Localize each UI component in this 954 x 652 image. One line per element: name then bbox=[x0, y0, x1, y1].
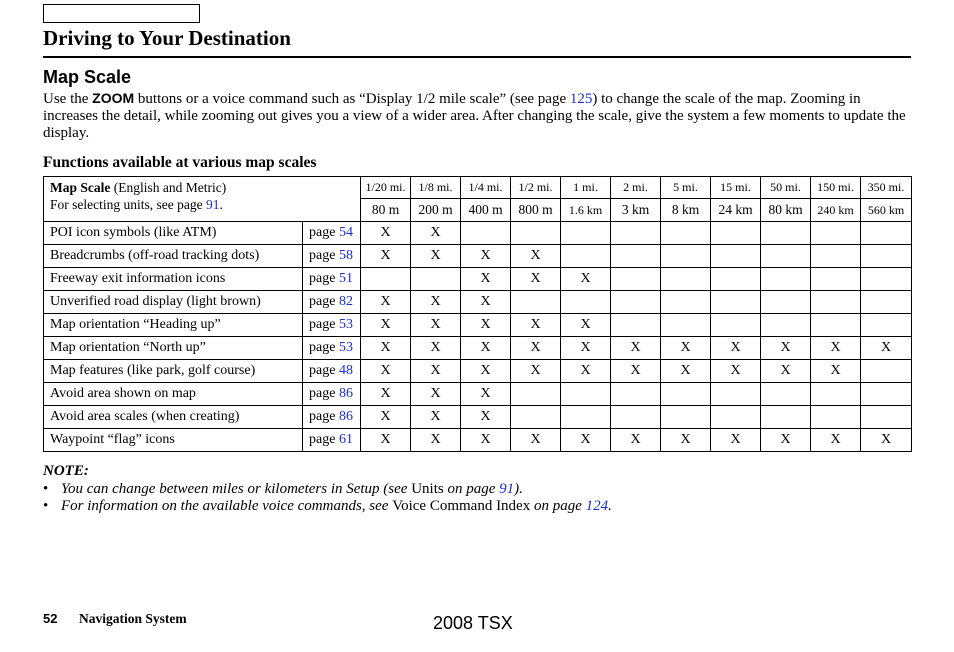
empty-cell bbox=[811, 222, 861, 245]
feature-name-cell: POI icon symbols (like ATM) bbox=[44, 222, 303, 245]
availability-mark-cell: X bbox=[861, 429, 912, 452]
empty-cell bbox=[511, 383, 561, 406]
units-reference-text: For selecting units, see page bbox=[50, 197, 206, 212]
availability-mark-cell: X bbox=[411, 360, 461, 383]
footer-page-number: 52 bbox=[43, 611, 58, 626]
empty-cell bbox=[761, 314, 811, 337]
empty-cell bbox=[661, 383, 711, 406]
feature-name-cell: Avoid area scales (when creating) bbox=[44, 406, 303, 429]
availability-mark-cell: X bbox=[511, 314, 561, 337]
empty-cell bbox=[861, 314, 912, 337]
page-reference-cell bbox=[303, 429, 361, 452]
intro-paragraph bbox=[43, 90, 913, 142]
feature-name-cell: Waypoint “flag” icons bbox=[44, 429, 303, 452]
scale-miles-cell: 15 mi. bbox=[711, 177, 761, 199]
page-link[interactable]: 54 bbox=[338, 225, 353, 240]
note-item-units bbox=[43, 481, 923, 499]
empty-cell bbox=[461, 222, 511, 245]
availability-mark-cell: X bbox=[411, 406, 461, 429]
availability-mark-cell: X bbox=[711, 337, 761, 360]
availability-mark-cell: X bbox=[511, 245, 561, 268]
empty-cell bbox=[811, 314, 861, 337]
availability-mark-cell: X bbox=[411, 337, 461, 360]
availability-mark-cell: X bbox=[361, 429, 411, 452]
empty-cell bbox=[761, 291, 811, 314]
feature-name-cell: Map orientation “North up” bbox=[44, 337, 303, 360]
note-text: ). bbox=[514, 480, 523, 497]
empty-cell bbox=[661, 406, 711, 429]
availability-mark-cell: X bbox=[511, 337, 561, 360]
feature-name-cell: Freeway exit information icons bbox=[44, 268, 303, 291]
availability-mark-cell: X bbox=[361, 337, 411, 360]
page-link[interactable]: 61 bbox=[338, 432, 353, 447]
page-link-91-note[interactable]: 91 bbox=[499, 480, 515, 497]
empty-cell bbox=[711, 291, 761, 314]
scale-km-cell: 3 km bbox=[611, 199, 661, 222]
availability-mark-cell: X bbox=[411, 429, 461, 452]
empty-cell bbox=[811, 383, 861, 406]
page-title: Driving to Your Destination bbox=[43, 26, 291, 50]
scale-km-cell: 80 km bbox=[761, 199, 811, 222]
availability-mark-cell: X bbox=[461, 245, 511, 268]
map-scale-header-subtitle: (English and Metric) bbox=[110, 180, 227, 195]
scale-miles-cell: 1/20 mi. bbox=[361, 177, 411, 199]
availability-mark-cell: X bbox=[711, 429, 761, 452]
availability-mark-cell: X bbox=[511, 360, 561, 383]
table-heading: Functions available at various map scales bbox=[43, 154, 317, 171]
note-text: on page bbox=[530, 498, 586, 514]
page-link-124[interactable]: 124 bbox=[585, 498, 609, 514]
page-prefix: page bbox=[309, 432, 339, 447]
table-row bbox=[44, 222, 912, 245]
table-row bbox=[44, 360, 912, 383]
availability-mark-cell: X bbox=[511, 268, 561, 291]
availability-mark-cell: X bbox=[661, 337, 711, 360]
empty-cell bbox=[811, 291, 861, 314]
availability-mark-cell: X bbox=[411, 245, 461, 268]
table-row bbox=[44, 429, 912, 452]
availability-mark-cell: X bbox=[361, 222, 411, 245]
empty-cell bbox=[811, 268, 861, 291]
availability-mark-cell: X bbox=[561, 268, 611, 291]
page-prefix: page bbox=[309, 248, 339, 263]
table-row bbox=[44, 406, 912, 429]
availability-mark-cell: X bbox=[811, 337, 861, 360]
page-link[interactable]: 48 bbox=[338, 363, 353, 378]
availability-mark-cell: X bbox=[411, 314, 461, 337]
empty-cell bbox=[711, 268, 761, 291]
table-row bbox=[44, 245, 912, 268]
page-prefix: page bbox=[309, 225, 339, 240]
availability-mark-cell: X bbox=[611, 429, 661, 452]
empty-cell bbox=[361, 268, 411, 291]
page-reference-cell bbox=[303, 222, 361, 245]
zoom-button-label: ZOOM bbox=[92, 90, 135, 106]
empty-cell bbox=[761, 245, 811, 268]
availability-mark-cell: X bbox=[461, 268, 511, 291]
page-reference-cell bbox=[303, 245, 361, 268]
intro-text: ) to change the scale of the map. Zooming in increases the detail, while zooming out gives you a view of a wider area. After changing the scale, give the system a few moments to update the display. bbox=[43, 91, 906, 141]
empty-cell bbox=[861, 406, 912, 429]
availability-mark-cell: X bbox=[411, 222, 461, 245]
availability-mark-cell: X bbox=[761, 337, 811, 360]
page-link[interactable]: 58 bbox=[338, 248, 353, 263]
page-reference-cell bbox=[303, 406, 361, 429]
scale-miles-cell: 1/2 mi. bbox=[511, 177, 561, 199]
availability-mark-cell: X bbox=[461, 337, 511, 360]
availability-mark-cell: X bbox=[761, 429, 811, 452]
page-link[interactable]: 53 bbox=[338, 317, 353, 332]
bullet: • bbox=[43, 480, 49, 497]
page-reference-cell bbox=[303, 360, 361, 383]
page-prefix: page bbox=[309, 386, 339, 401]
availability-mark-cell: X bbox=[461, 406, 511, 429]
scale-miles-cell: 2 mi. bbox=[611, 177, 661, 199]
page-prefix: page bbox=[309, 317, 339, 332]
scale-km-cell: 800 m bbox=[511, 199, 561, 222]
availability-mark-cell: X bbox=[461, 314, 511, 337]
availability-mark-cell: X bbox=[611, 360, 661, 383]
scale-km-cell: 1.6 km bbox=[561, 199, 611, 222]
units-reference-period: . bbox=[219, 197, 223, 212]
empty-cell bbox=[711, 245, 761, 268]
availability-mark-cell: X bbox=[811, 360, 861, 383]
empty-cell bbox=[861, 222, 912, 245]
empty-cell bbox=[611, 383, 661, 406]
empty-cell bbox=[661, 291, 711, 314]
page-prefix: page bbox=[309, 363, 339, 378]
map-scale-header-title: Map Scale bbox=[50, 180, 111, 195]
map-scale-header-cell bbox=[44, 177, 361, 222]
empty-cell bbox=[861, 245, 912, 268]
empty-cell bbox=[861, 268, 912, 291]
empty-cell bbox=[711, 406, 761, 429]
scale-miles-cell: 150 mi. bbox=[811, 177, 861, 199]
availability-mark-cell: X bbox=[361, 406, 411, 429]
page-prefix: page bbox=[309, 409, 339, 424]
empty-cell bbox=[561, 383, 611, 406]
empty-cell bbox=[511, 291, 561, 314]
page-reference-cell bbox=[303, 268, 361, 291]
page-link[interactable]: 51 bbox=[338, 271, 353, 286]
intro-text: buttons or a voice command such as “Display 1/2 mile scale” (see page bbox=[134, 91, 570, 107]
scale-miles-cell: 5 mi. bbox=[661, 177, 711, 199]
empty-cell bbox=[611, 222, 661, 245]
scale-km-cell: 24 km bbox=[711, 199, 761, 222]
availability-mark-cell: X bbox=[661, 429, 711, 452]
availability-mark-cell: X bbox=[461, 291, 511, 314]
intro-text: Use the bbox=[43, 91, 93, 107]
map-scale-table bbox=[43, 176, 912, 452]
empty-cell bbox=[711, 222, 761, 245]
availability-mark-cell: X bbox=[411, 383, 461, 406]
empty-cell bbox=[611, 406, 661, 429]
empty-cell bbox=[761, 268, 811, 291]
empty-cell bbox=[511, 406, 561, 429]
note-text: For information on the available voice commands, see bbox=[61, 498, 393, 514]
empty-cell bbox=[611, 245, 661, 268]
empty-cell bbox=[811, 245, 861, 268]
scale-miles-cell: 350 mi. bbox=[861, 177, 912, 199]
note-voice-index-term: Voice Command Index bbox=[392, 498, 531, 514]
note-block bbox=[43, 463, 923, 516]
miles-header-row bbox=[44, 177, 912, 199]
scale-miles-cell: 1/8 mi. bbox=[411, 177, 461, 199]
empty-cell bbox=[561, 222, 611, 245]
availability-mark-cell: X bbox=[411, 291, 461, 314]
feature-name-cell: Map orientation “Heading up” bbox=[44, 314, 303, 337]
page-prefix: page bbox=[309, 340, 339, 355]
empty-cell bbox=[711, 314, 761, 337]
empty-cell bbox=[761, 383, 811, 406]
scale-miles-cell: 1 mi. bbox=[561, 177, 611, 199]
empty-cell bbox=[661, 268, 711, 291]
scale-km-cell: 560 km bbox=[861, 199, 912, 222]
feature-name-cell: Unverified road display (light brown) bbox=[44, 291, 303, 314]
empty-cell bbox=[561, 291, 611, 314]
page-reference-cell bbox=[303, 383, 361, 406]
availability-mark-cell: X bbox=[561, 360, 611, 383]
empty-cell bbox=[561, 245, 611, 268]
empty-cell bbox=[661, 314, 711, 337]
header-tab-box bbox=[43, 4, 200, 23]
empty-cell bbox=[411, 268, 461, 291]
empty-cell bbox=[861, 360, 912, 383]
page-link[interactable]: 86 bbox=[338, 409, 353, 424]
availability-mark-cell: X bbox=[461, 429, 511, 452]
scale-miles-cell: 50 mi. bbox=[761, 177, 811, 199]
empty-cell bbox=[711, 383, 761, 406]
page-link[interactable]: 82 bbox=[338, 294, 353, 309]
availability-mark-cell: X bbox=[611, 337, 661, 360]
availability-mark-cell: X bbox=[661, 360, 711, 383]
scale-km-cell: 200 m bbox=[411, 199, 461, 222]
table-row bbox=[44, 291, 912, 314]
empty-cell bbox=[811, 406, 861, 429]
page-link-91[interactable]: 91 bbox=[205, 197, 220, 212]
page-prefix: page bbox=[309, 271, 339, 286]
availability-mark-cell: X bbox=[561, 429, 611, 452]
bullet: • bbox=[43, 498, 49, 514]
availability-mark-cell: X bbox=[361, 314, 411, 337]
availability-mark-cell: X bbox=[861, 337, 912, 360]
section-heading: Map Scale bbox=[43, 67, 132, 87]
table-row bbox=[44, 314, 912, 337]
note-text: You can change between miles or kilometers in Setup (see bbox=[61, 480, 412, 497]
empty-cell bbox=[611, 314, 661, 337]
scale-km-cell: 80 m bbox=[361, 199, 411, 222]
feature-name-cell: Avoid area shown on map bbox=[44, 383, 303, 406]
feature-name-cell: Map features (like park, golf course) bbox=[44, 360, 303, 383]
page-link[interactable]: 86 bbox=[338, 386, 353, 401]
availability-mark-cell: X bbox=[361, 245, 411, 268]
availability-mark-cell: X bbox=[461, 360, 511, 383]
empty-cell bbox=[761, 222, 811, 245]
empty-cell bbox=[611, 268, 661, 291]
page-reference-cell bbox=[303, 314, 361, 337]
table-row bbox=[44, 383, 912, 406]
table-row bbox=[44, 337, 912, 360]
empty-cell bbox=[861, 291, 912, 314]
note-text: . bbox=[608, 498, 612, 514]
availability-mark-cell: X bbox=[361, 360, 411, 383]
note-item-voice bbox=[43, 498, 923, 516]
footer-model: 2008 TSX bbox=[433, 613, 513, 633]
empty-cell bbox=[861, 383, 912, 406]
page-reference-cell bbox=[303, 337, 361, 360]
note-units-term: Units bbox=[411, 480, 444, 497]
note-text: on page bbox=[443, 480, 500, 497]
title-divider bbox=[43, 56, 911, 58]
scale-km-cell: 240 km bbox=[811, 199, 861, 222]
empty-cell bbox=[661, 245, 711, 268]
empty-cell bbox=[761, 406, 811, 429]
availability-mark-cell: X bbox=[361, 383, 411, 406]
availability-mark-cell: X bbox=[711, 360, 761, 383]
availability-mark-cell: X bbox=[461, 383, 511, 406]
page-link-125[interactable]: 125 bbox=[569, 91, 593, 107]
availability-mark-cell: X bbox=[511, 429, 561, 452]
availability-mark-cell: X bbox=[361, 291, 411, 314]
empty-cell bbox=[511, 222, 561, 245]
feature-name-cell: Breadcrumbs (off-road tracking dots) bbox=[44, 245, 303, 268]
footer-label: Navigation System bbox=[79, 611, 187, 626]
page-reference-cell bbox=[303, 291, 361, 314]
availability-mark-cell: X bbox=[561, 314, 611, 337]
availability-mark-cell: X bbox=[561, 337, 611, 360]
page-prefix: page bbox=[309, 294, 339, 309]
availability-mark-cell: X bbox=[761, 360, 811, 383]
scale-km-cell: 8 km bbox=[661, 199, 711, 222]
page-link[interactable]: 53 bbox=[338, 340, 353, 355]
empty-cell bbox=[661, 222, 711, 245]
note-title: NOTE: bbox=[43, 463, 89, 479]
table-row bbox=[44, 268, 912, 291]
availability-mark-cell: X bbox=[811, 429, 861, 452]
scale-miles-cell: 1/4 mi. bbox=[461, 177, 511, 199]
scale-km-cell: 400 m bbox=[461, 199, 511, 222]
empty-cell bbox=[611, 291, 661, 314]
empty-cell bbox=[561, 406, 611, 429]
